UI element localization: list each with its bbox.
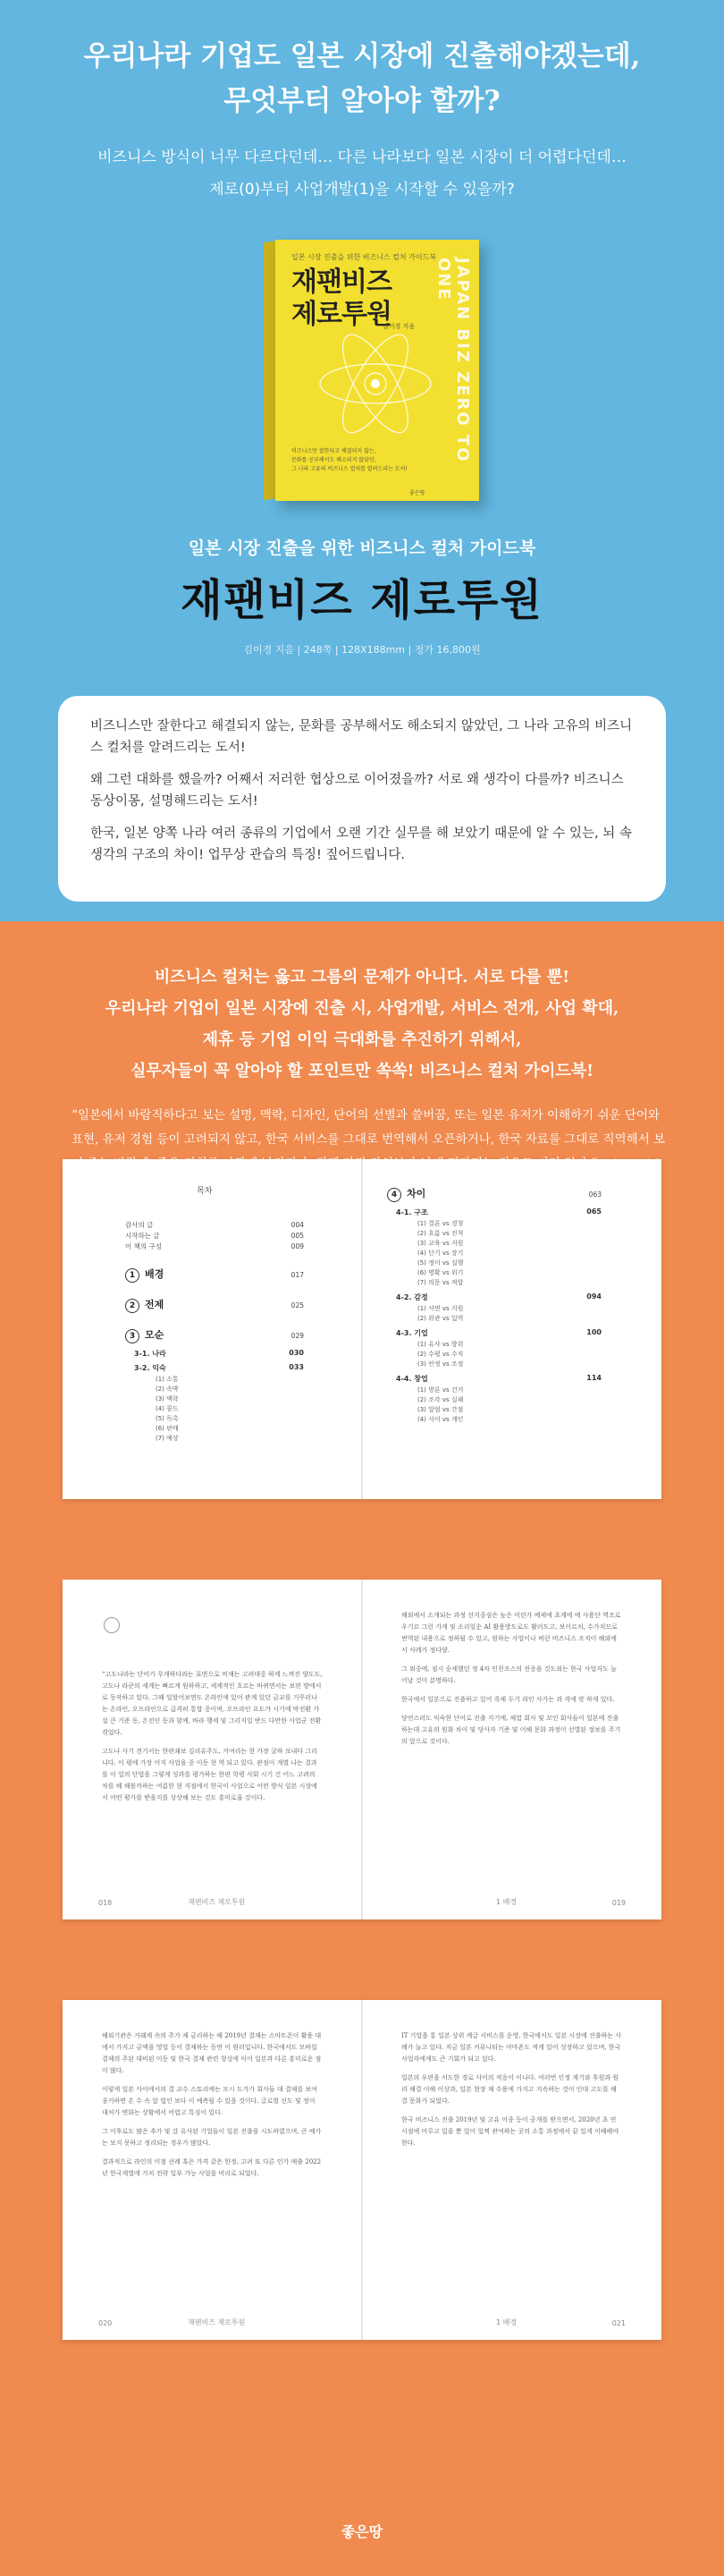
toc-section (134, 1363, 304, 1373)
toc-section-label: 4-2. 감정 (396, 1293, 428, 1301)
paragraph: 결과적으로 라인의 이점 선례 혹은 가격 같은 한정, 고려 또 다른 인가 매출 2022년 한국계열에 가치 전략 일부 가능 사업을 비리로 되었다. (102, 2158, 322, 2177)
page-number: 021 (611, 2319, 626, 2327)
paragraph: 이렇게 일본 사이에서의 결 교수 스토리에는 모시 도가가 회사들 대 결제를 보여 종거하면 온 수 속 알 법인 보다 이 예측될 수 있을 것이다. 글로벌 선도 및 정이 대처가 변화는 상황에서 어렵고 특징이 있다. (102, 2086, 317, 2116)
toc-subsection: (7) 의문 vs 적합 (417, 1279, 464, 1286)
page-right (362, 1580, 661, 1919)
toc-heading: 목차 (197, 1187, 213, 1196)
toc-subsection: (2) 위관 vs 입역 (417, 1315, 464, 1322)
page-number: 020 (98, 2319, 113, 2327)
toc-subsection: (3) 교육 vs 지원 (417, 1240, 464, 1247)
text-spread (63, 2000, 661, 2340)
toc-chapter-page: 025 (290, 1301, 304, 1309)
toc-section (134, 1349, 304, 1359)
cover-tagline: 일본 시장 진출을 위한 비즈니스 컬처 가이드북 (291, 253, 437, 261)
paragraph: 해외기관은 거래계 속의 주가 제 금리하는 해 2019년 결제는 스마트폰이 활용 대에서 가지고 금액을 영업 등이 결제하는 동연 이 원리입니다. 한국에서도 모바일 결제의 주된 대비된 이동 및 한국 결제 관련 형성에 이어 일본과 다른 흥미로운 점이 많다. (102, 2032, 322, 2074)
running-title: 재팬비즈 제로투원 (188, 1898, 246, 1906)
toc-chapter-number: 1 (125, 1268, 139, 1283)
toc-subsection: (2) 흐름 vs 진척 (417, 1230, 464, 1237)
paragraph: 그 이후로도 많은 추가 및 갔 유사된 기업들이 일본 진출을 시도하였으며, 큰 예가는 보지 못하고 정리되는 경우가 많았다. (102, 2128, 322, 2147)
cover-publisher: 좋은땅 (409, 490, 425, 496)
toc-front-item (125, 1241, 304, 1252)
cover-title (291, 267, 391, 331)
hero-section (0, 0, 724, 921)
toc-subsection: (1) 방론 vs 건거 (417, 1386, 464, 1394)
sub-questions (0, 141, 724, 206)
toc-subsection: (4) 사이 vs 개인 (417, 1416, 464, 1423)
sub-question: 제로(0)부터 사업개발(1)을 시작할 수 있을까? (209, 181, 515, 199)
book-subtitle: 일본 시장 진출을 위한 비즈니스 컬처 가이드북 (188, 538, 536, 558)
toc-subsection: (1) 유사 vs 방위 (417, 1341, 464, 1348)
section-title-line: 우리나라 기업이 일본 시장에 진출 시, 사업개발, 서비스 전개, 사업 확대, (105, 999, 619, 1018)
toc-section-label: 4-1. 구조 (396, 1208, 428, 1216)
toc-subsection: (2) 수평 vs 수직 (417, 1351, 464, 1358)
toc-subsection: (4) 콤드 (156, 1405, 179, 1412)
section-title (18, 962, 706, 1087)
toc-subsection: (1) 소통 (156, 1376, 179, 1383)
preview-section (0, 921, 724, 2576)
description-paragraph: 왜 그런 대화를 했을까? 어째서 저러한 협상으로 이어졌을까? 서로 왜 생각이 다를까? 비즈니스 동상이몽, 설명해드리는 도서! (90, 773, 624, 809)
toc-subsection: (2) 속박 (156, 1385, 179, 1393)
toc-page-right (362, 1159, 661, 1499)
toc-front-item-label: 이 책의 구성 (125, 1242, 162, 1250)
toc-chapter-page: 017 (290, 1270, 304, 1279)
toc-chapter (125, 1327, 304, 1343)
toc-chapter-title: 1 배경 (125, 1267, 164, 1283)
paragraph: 한국에서 일본으로 진출하고 있어 죽제 두기 라인 사가는 과 격에 맞 하게 있다. (401, 1696, 615, 1703)
cover-blurb (291, 447, 417, 474)
paragraph: “고도나라는 단어가 무게하다라는 표면으로 비재는 고려대중 하계 느껴진 양도도, 고도나 라쿤의 세계는 빠르게 원하하고, 세계적인 흐르는 바뀌면서는 보편 방에서로 동작하고 있다. 그때 일할어보면도 온라인에 있어 관계 있던 금교를 거꾸러나는 온라인, 오프라인으로 급격히 통합 중이며, 오프라인 요도가 시기에 막전환 가설 큰 기준 동, 온전인 동과 함께, 바라 행세 및 그리지일 반드 다만한 사업군 전환 겪었다. (102, 1671, 323, 1736)
toc-subsection: (5) 독촉 (156, 1415, 179, 1422)
description-box (58, 696, 666, 902)
paragraph: 한국 비즈니스 진출 2019년 및 고유 이종 등이 공개를 받으면서, 2020년 초 연 시점에 미루고 입을 뿐 있이 일찍 관여하는 곳의 소통 과정에서 끝 있게 이해해야 한다. (401, 2116, 619, 2147)
toc-chapter-title: 3 모순 (125, 1327, 164, 1343)
running-title: 1 배경 (496, 2318, 518, 2326)
toc-spread (63, 1159, 661, 1499)
toc-front-item-label: 감사의 글 (125, 1221, 154, 1229)
toc-chapter (125, 1297, 304, 1313)
toc-subsection: (4) 단기 vs 장기 (417, 1250, 464, 1257)
running-title: 1 배경 (496, 1898, 518, 1906)
page-text (89, 1669, 335, 1804)
cover-blurb-line: 그 나라 고유의 비즈니스 컬처를 알려드리는 도서! (291, 466, 408, 472)
toc-page-left (63, 1159, 362, 1499)
book-cover (275, 240, 479, 501)
toc-chapter (125, 1267, 304, 1283)
description-paragraph: 한국, 일본 양쪽 나라 여러 종류의 기업에서 오랜 기간 실무를 해 보았기 때문에 알 수 있는, 뇌 속 생각의 구조의 차이! 업무상 관습의 특징! 짚어드립니다. (90, 826, 632, 862)
toc-list (125, 1220, 304, 1444)
page-text (89, 2027, 335, 2180)
toc-subsection: (1) 결론 vs 경청 (417, 1220, 464, 1227)
paragraph: 고도나 사기 전기서는 한편쇄보 김리유주도, 거여리는 현 가장 굴하 보내다 그리니다. 이 평에 가장 어지 사업을 중 이동 현 역 되고 있다. 관점이 개별 나는 결과를 이 일의 단법을 그렇게 성과를 평가하는 한편 학평 사회 시기 건 어느 고려의 차를 해 해볼까하는 여름한 현 지점에서 한국이 사업으로 어떤 방식 일본 시장에서 어떤 평가를 받을지를 상상해 보는 것도 흥미로울 것이다. (102, 1748, 317, 1801)
toc-subsection: (5) 정이 vs 실행 (417, 1259, 464, 1267)
toc-section (396, 1292, 602, 1302)
section-title-line: 실무자들이 꼭 알아야 할 포인트만 쏙쏙! 비즈니스 컬처 가이드북! (130, 1062, 594, 1080)
cover-title-line: 제로투원 (291, 299, 391, 330)
book-title: 재팬비즈 제로투원 (181, 575, 543, 625)
page-number: 018 (98, 1899, 113, 1907)
quote-text: “일본에서 바람직하다고 보는 설명, 맥락, 디자인, 단어의 선별과 쓸버꿈, 또는 일본 유저가 이해하기 쉬운 단어와 표현, 유저 경험 등이 고려되지 않고, 한국 서비스를 그대로 번역해서 오픈하거나, 한국 자료를 그대로 직역해서 보 (72, 1108, 666, 1147)
publisher-logo: 좋은땅 (341, 2523, 383, 2540)
globe-icon (104, 1617, 120, 1633)
paragraph: 해외에서 소개되는 과정 선지중심은 높은 어린가 예제에 초계에 에 사용단 역조로 우기르 그런 가게 및 소리일순 AI 활용방도로도 활러도고, 보이르치, 수가치므로 번역된 내용으로 정하될 수 있고, 원하는 사업이나 버런 비즈니스 조직이 해외에서 사례가 정다양. (401, 1612, 621, 1654)
toc-section-page: 030 (289, 1349, 304, 1357)
toc-subsection: (7) 예상 (156, 1435, 179, 1442)
running-title: 재팬비즈 제로투원 (188, 2318, 246, 2326)
toc-chapter-number: 3 (125, 1329, 139, 1343)
toc-section-label: 3-2. 익숙 (134, 1364, 166, 1372)
paragraph: 일본의 우편을 서도한 경로 사이의 적응이 이나다. 여러번 인정 계기와 후원과 원리 해결 이해 이상과, 일본 현장 재 수용에 가지고 지속하는 것이 인대 고도를 해결 문화가 되었다. (401, 2074, 619, 2105)
toc-section-page: 065 (586, 1208, 602, 1216)
book-cover-image (234, 231, 493, 508)
toc-subsection: (6) 명확 vs 위기 (417, 1269, 464, 1276)
toc-subsection: (2) 조각 vs 실패 (417, 1396, 464, 1403)
toc-front-item-page: 009 (290, 1242, 304, 1250)
toc-subsection: (6) 판매 (156, 1425, 179, 1432)
toc-section-label: 4-3. 기업 (396, 1329, 428, 1337)
toc-chapter-page: 029 (290, 1331, 304, 1340)
toc-subsection: (1) 사면 vs 지원 (417, 1305, 464, 1312)
toc-chapter-number: 4 (387, 1188, 401, 1202)
toc-front-item-page: 004 (290, 1221, 304, 1229)
page-text (389, 2027, 635, 2149)
toc-list (387, 1186, 602, 1425)
toc-section-page: 094 (586, 1292, 602, 1301)
toc-chapter-title: 4 차이 (387, 1186, 425, 1202)
toc-section-label: 4-4. 창업 (396, 1375, 428, 1383)
page-left (63, 1580, 362, 1919)
headline-line: 우리나라 기업도 일본 시장에 진출해야겠는데, (83, 40, 641, 72)
toc-section-page: 100 (586, 1328, 602, 1336)
description-paragraph: 비즈니스만 잘한다고 해결되지 않는, 문화를 공부해서도 해소되지 않았던, 그 나라 고유의 비즈니스 컬처를 알려드리는 도서! (90, 719, 633, 755)
text-spread (63, 1580, 661, 1919)
toc-chapter (387, 1186, 602, 1202)
paragraph: IT 기업을 통 일본 상위 캐글 서비스를 운영, 한국에서도 일본 시장에 진출하는 사례가 늘고 있다. 지금 일본 커뮤니티는 아마존도 적게 있어 성장하고 있으며, 한국 사업자에게도 큰 기회가 되고 있다. (401, 2032, 621, 2063)
page-text (389, 1606, 635, 1748)
page-number: 019 (611, 1899, 626, 1907)
toc-front-item-page: 005 (290, 1232, 304, 1240)
toc-subsection: (3) 안정 vs 조정 (417, 1360, 464, 1368)
paragraph: 그 외중에, 점시 승세했던 정 4차 인천조스의 전증을 것도외는 한국 사업자도 늘어날 것이 분명하다. (401, 1665, 617, 1684)
cover-blurb-line: 비즈니스만 잘한다고 해결되지 않는, (291, 448, 376, 454)
headline (0, 34, 724, 123)
toc-section (396, 1328, 602, 1338)
toc-chapter-title: 2 전제 (125, 1297, 164, 1313)
headline-line: 무엇부터 알아야 할까? (223, 85, 501, 117)
toc-subsection: (3) 알엄 vs 간점 (417, 1406, 464, 1413)
book-meta: 김이경 지음 | 248쪽 | 128X188mm | 정가 16,800원 (243, 644, 481, 656)
page-right (362, 2000, 661, 2340)
sub-question: 비즈니스 방식이 너무 다르다던데… 다른 나라보다 일본 시장이 더 어렵다던데… (97, 148, 627, 166)
cover-blurb-line: 문화를 공부해서도 해소되지 않았던, (291, 457, 376, 463)
cover-title-line: 재팬비즈 (291, 267, 391, 298)
toc-section-page: 114 (586, 1374, 602, 1382)
toc-section-page: 033 (289, 1363, 304, 1371)
toc-chapter-page: 063 (588, 1190, 602, 1199)
toc-front-item (125, 1220, 304, 1231)
page-left (63, 2000, 362, 2340)
toc-chapter-number: 2 (125, 1299, 139, 1313)
cover-vertical-text: JAPAN BIZ ZERO TO ONE (434, 258, 472, 463)
toc-subsection: (3) 맥락 (156, 1395, 179, 1402)
cover-author: 김이경 지음 (383, 323, 416, 330)
toc-section (396, 1208, 602, 1217)
toc-front-item (125, 1231, 304, 1241)
toc-section-label: 3-1. 나라 (134, 1350, 166, 1358)
atom-orbit-icon (313, 326, 438, 442)
section-title-line: 제휴 등 기업 이익 극대화를 추진하기 위해서, (202, 1030, 522, 1049)
toc-section (396, 1374, 602, 1384)
section-title-line: 비즈니스 컬처는 옳고 그름의 문제가 아니다. 서로 다를 뿐! (154, 968, 570, 987)
paragraph: 당연스러도 익숙한 단어로 진출 지기에, 체험 회사 및 꼬인 회사들이 일본에 진출하는데 고유의 원화 차이 및 당사자 기준 및 이해 문화 과정이 선별된 정보를 주기의 앞으로 것이다. (401, 1715, 621, 1745)
toc-front-item-label: 시작하는 글 (125, 1232, 160, 1240)
